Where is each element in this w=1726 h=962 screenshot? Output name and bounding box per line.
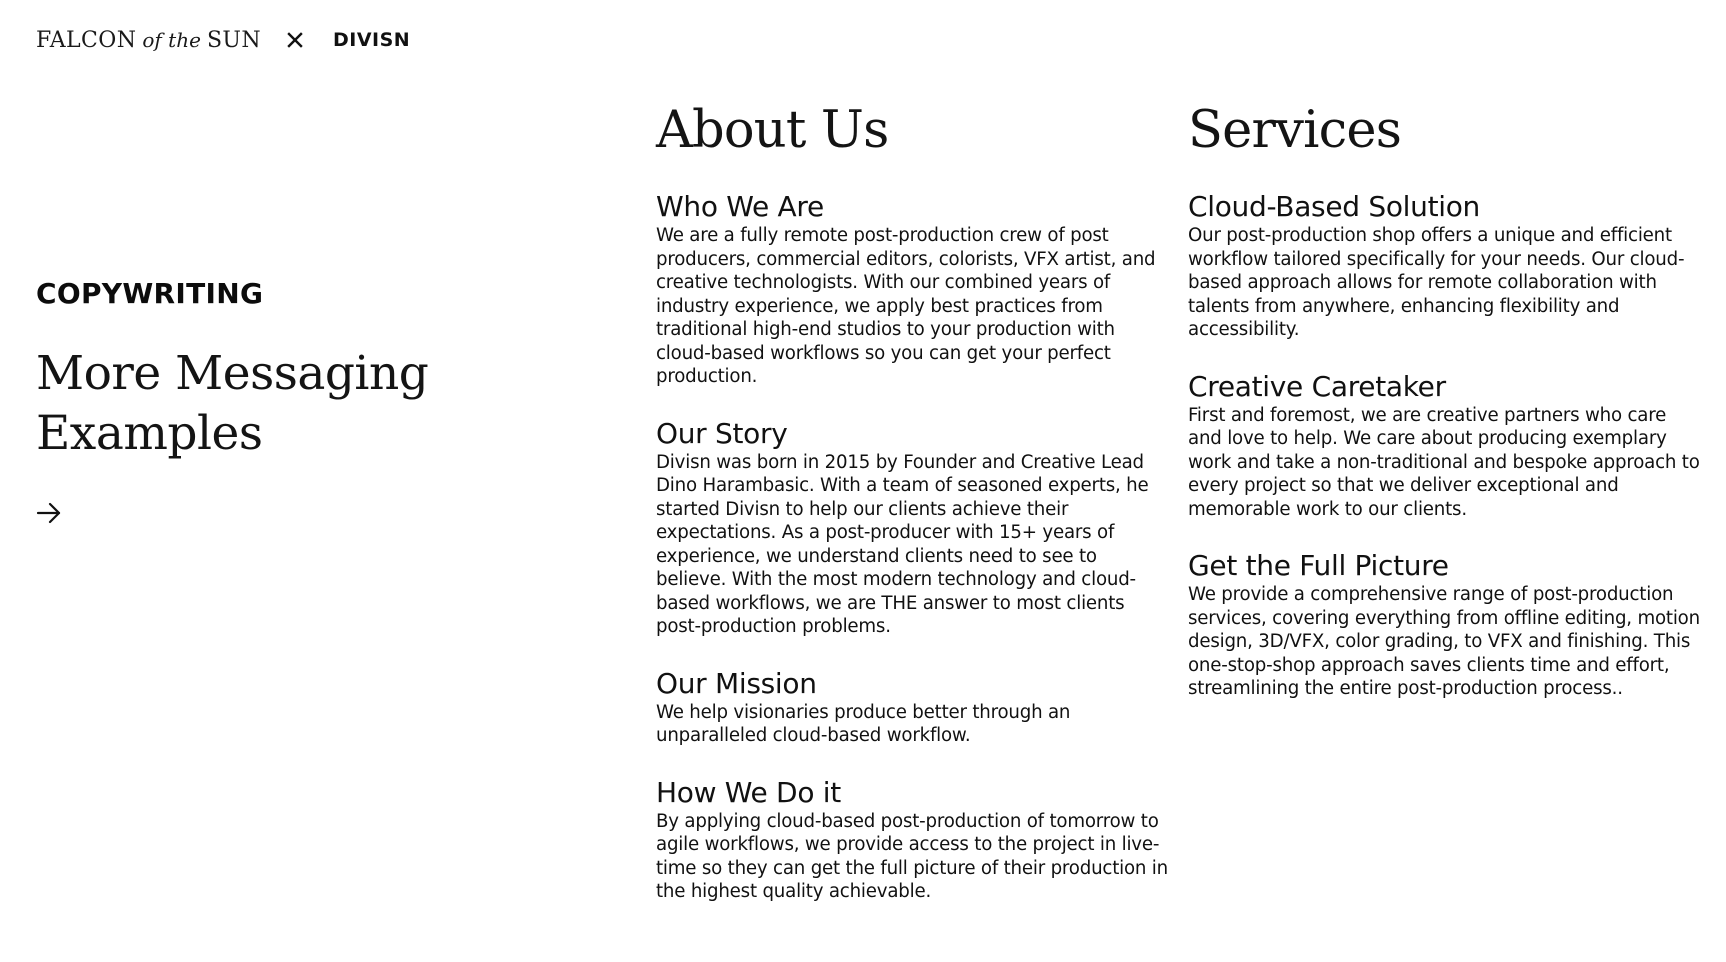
section-heading: Get the Full Picture — [1188, 549, 1449, 582]
services-column — [1188, 100, 1708, 701]
logo-word-of-the: of the — [142, 27, 201, 52]
section-heading: How We Do it — [656, 775, 841, 809]
logo-word-falcon: FALCON — [36, 27, 137, 53]
services-section-cloud-based-solution — [1188, 190, 1708, 342]
about-section-how-we-do-it — [656, 776, 1176, 904]
falcon-of-the-sun-logo — [36, 28, 261, 53]
page-title — [36, 344, 596, 464]
section-body: We are a fully remote post-production crew of post producers, commercial editors, colorists, VFX artist, and creative technologists. With our combined years of industry experience, we apply best practices from traditional high-end studios to your production with cloud-based workflows so you can get your perfect production. — [656, 225, 1156, 387]
page-title-line-1: More Messaging — [36, 346, 429, 401]
about-section-who-we-are — [656, 190, 1176, 389]
about-section-our-story — [656, 417, 1176, 639]
section-heading: Who We Are — [656, 190, 824, 223]
about-us-title: About Us — [656, 101, 889, 160]
section-body: By applying cloud-based post-production of tomorrow to agile workflows, we provide access to the project in live-time so they can get the full picture of their production in the highest quality achievable. — [656, 810, 1168, 902]
section-body: We help visionaries produce better through an unparalleled cloud-based workflow. — [656, 701, 1071, 746]
section-body: Divisn was born in 2015 by Founder and Creative Lead Dino Harambasic. With a team of seasoned experts, he started Divisn to help our clients achieve their expectations. As a post-producer with 15+ years of experience, we understand clients need to see to believe. With the most modern technology and cloud-based workflows, we are THE answer to most clients post-production problems. — [656, 451, 1149, 637]
section-body: First and foremost, we are creative partners who care and love to help. We care about producing exemplary work and take a non-traditional and bespoke approach to every project so that we deliver exceptional and memorable work to our clients. — [1188, 404, 1700, 520]
about-section-our-mission — [656, 667, 1176, 748]
section-heading: Cloud-Based Solution — [1188, 190, 1481, 223]
section-heading: Our Mission — [656, 666, 817, 700]
close-x-icon — [285, 30, 305, 50]
arrow-right-icon[interactable] — [36, 500, 62, 526]
eyebrow-label: COPYWRITING — [36, 277, 264, 310]
services-title: Services — [1188, 101, 1402, 160]
about-us-column — [656, 100, 1176, 904]
page-title-line-2: Examples — [36, 406, 263, 461]
left-intro — [36, 277, 596, 526]
section-heading: Creative Caretaker — [1188, 369, 1446, 403]
services-section-creative-caretaker — [1188, 370, 1708, 522]
services-section-full-picture — [1188, 549, 1708, 701]
logo-word-sun: SUN — [206, 27, 261, 53]
brand-lockup — [36, 26, 410, 54]
section-body: We provide a comprehensive range of post-production services, covering everything from offline editing, motion design, 3D/VFX, color grading, to VFX and finishing. This one-stop-shop approach saves clients time and effort, streamlining the entire post-production process.. — [1188, 584, 1700, 699]
section-body: Our post-production shop offers a unique and efficient workflow tailored specifically for your needs. Our cloud-based approach allows for remote collaboration with talents from anywhere, enhancing flexibility and accessibility. — [1188, 225, 1685, 340]
section-heading: Our Story — [656, 416, 788, 450]
divisn-logo: DIVISN — [333, 29, 411, 51]
